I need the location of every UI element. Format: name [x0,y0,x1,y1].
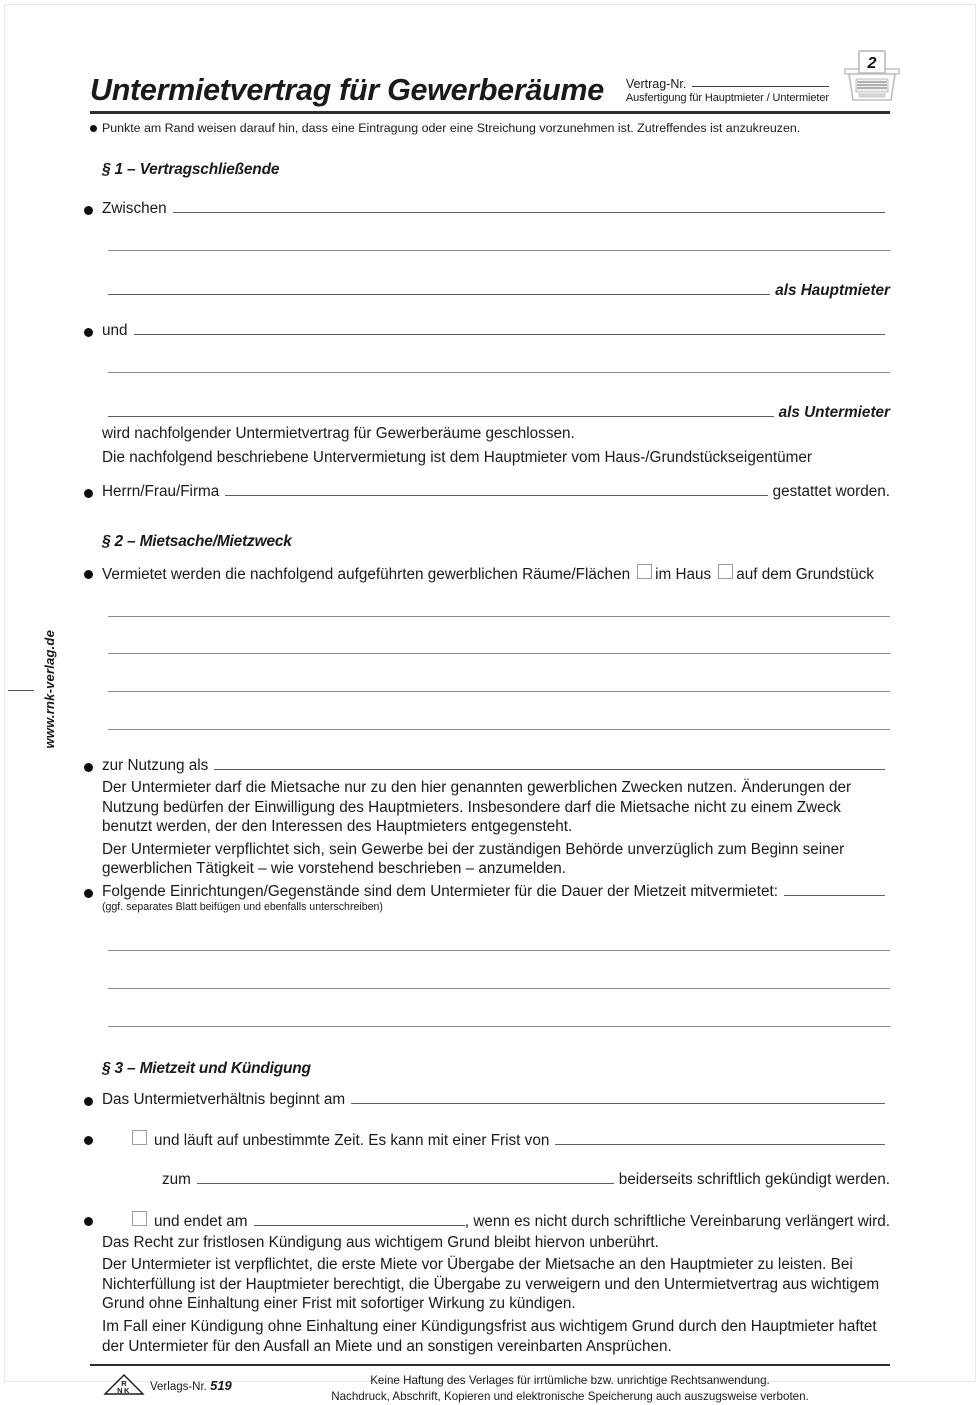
footer-legal-notice [290,1373,850,1405]
typewriter-icon [839,50,903,106]
margin-dots-note [90,121,890,135]
subtenant-extra-input[interactable] [108,416,774,417]
page-title: Untermietvertrag für Gewerberäume [90,72,604,107]
rented-objects-line-3[interactable] [108,691,890,692]
zum-label: zum [162,1170,191,1188]
role-main-tenant-label: als Hauptmieter [775,282,890,299]
contract-number-label: Vertrag-Nr. [625,77,687,91]
fixtures-line-3[interactable] [108,1026,890,1027]
margin-bullet-icon [84,1097,93,1106]
and-row [102,322,890,340]
checkbox-on-property-label: auf dem Grundstück [736,566,874,584]
copy-recipient-label: Ausfertigung für Hauptmieter / Untermieter [625,92,829,104]
usage-row [102,757,890,775]
indefinite-term-label: und läuft auf unbestimmte Zeit. Es kann mit einer Frist von [154,1131,550,1149]
ends-label: und endet am [154,1212,248,1230]
publisher-number-value: 519 [210,1377,232,1393]
publisher-number-label: Verlags-Nr. [150,1380,207,1393]
header-divider [90,111,890,114]
section-3-paragraph-3: Im Fall einer Kündigung ohne Einhaltung einer Kündigungsfrist aus wichtigem Grund durch den Hauptmieter haftet der Untermieter für den Ausfall an Miete und an sonstigen vereinbarten Ansprüchen. [102,1318,877,1355]
fixtures-input[interactable] [784,895,885,896]
rented-objects-row [102,564,890,584]
section-2-paragraph-1: Der Untermieter darf die Mietsache nur zu den hier genannten gewerblichen Zwecken nutzen. Änderungen der Nutzung bedürfen der Einwilligung des Hauptmieters. Insbesondere darf die Mietsache nicht zu einem Zweck benutzt werden, der den Interessen des Hauptmieters entgegensteht. [102,779,852,836]
lease-start-input[interactable] [351,1103,885,1104]
subtenant-name-input[interactable] [134,334,885,335]
subtenant-role-row [108,404,890,422]
checkbox-on-property[interactable] [718,564,733,579]
document-header [90,50,890,106]
main-tenant-extra-input[interactable] [108,294,770,295]
section-1-sentence-1: wird nachfolgender Untermietvertrag für Gewerberäume geschlossen. [102,425,575,442]
indefinite-term-row [102,1130,890,1150]
footer-divider [90,1364,890,1366]
svg-text:NK: NK [117,1386,131,1396]
section-3-paragraph-1: Das Recht zur fristlosen Kündigung aus wichtigem Grund bleibt hiervon unberührt. [102,1233,659,1251]
fixtures-row [102,883,890,901]
between-row [102,200,890,218]
rented-objects-line-1[interactable] [108,616,890,617]
ends-trail-label: , wenn es nicht durch schriftliche Vereinbarung verlängert wird. [464,1212,890,1230]
owner-label: Herrn/Frau/Firma [102,483,220,501]
margin-dots-note-text: Punkte am Rand weisen darauf hin, dass eine Eintragung oder eine Streichung vorzunehmen ist. Zutreffendes ist anzukreuzen. [102,121,801,135]
margin-bullet-icon [84,1217,93,1226]
section-2-paragraph-2: Der Untermieter verpflichtet sich, sein Gewerbe bei der zuständigen Behörde unverzüglich zum Beginn seiner gewerblichen Tätigkeit – wie vorstehend beschrieben – anzumelden. [102,840,845,878]
main-tenant-address-input[interactable] [108,250,890,251]
section-3-heading: § 3 – Mietzeit und Kündigung [102,1059,311,1077]
checkbox-in-house-label: im Haus [655,566,712,584]
publisher-website-vertical: www.rnk-verlag.de [42,630,57,749]
and-label: und [102,322,128,339]
contract-number-input[interactable] [692,86,829,87]
notice-date-input[interactable] [197,1183,614,1184]
fixtures-line-1[interactable] [108,950,890,951]
section-2-heading: § 2 – Mietsache/Mietzweck [102,533,292,551]
margin-bullet-icon [84,489,93,498]
fixtures-label: Folgende Einrichtungen/Gegenstände sind dem Untermieter für die Dauer der Mietzeit mitvermietet: [102,883,778,901]
rented-objects-line-2[interactable] [108,653,890,654]
fixtures-line-2[interactable] [108,988,890,989]
margin-bullet-icon [84,206,93,215]
lease-end-input[interactable] [254,1225,465,1226]
margin-bullet-icon [84,763,93,772]
footer-legal-line-2: Nachdruck, Abschrift, Kopieren und elektronische Speicherung auch auszugsweise verboten. [331,1390,809,1404]
usage-label: zur Nutzung als [102,757,209,775]
lease-start-label: Das Untermietverhältnis beginnt am [102,1090,346,1108]
fixed-term-row [102,1211,890,1231]
rnk-logo-icon [102,1373,146,1397]
rented-objects-lead: Vermietet werden die nachfolgend aufgeführten gewerblichen Räume/Flächen [102,566,631,584]
publisher-number [150,1378,232,1393]
rented-objects-line-4[interactable] [108,729,890,730]
checkbox-indefinite-term[interactable] [132,1130,147,1145]
svg-text:R: R [121,1379,127,1389]
checkbox-fixed-term[interactable] [132,1211,147,1226]
main-tenant-name-input[interactable] [173,212,885,213]
fold-mark [8,690,34,691]
subtenant-address-input[interactable] [108,372,890,373]
notice-period-input[interactable] [555,1144,885,1145]
notice-date-row [102,1171,890,1189]
between-label: Zwischen [102,200,167,217]
owner-trail-label: gestattet worden. [772,483,890,501]
document-footer [90,1373,890,1404]
main-tenant-role-row [108,282,890,300]
owner-name-input[interactable] [225,495,767,496]
contract-number-row [626,77,829,91]
document-content [90,50,890,1404]
publisher-logo-block [102,1373,232,1397]
section-3-paragraph-2: Der Untermieter ist verpflichtet, die erste Miete vor Übergabe der Mietsache an den Hauptmieter zu leisten. Bei Nichterfüllung ist der Hauptmieter berechtigt, die Übergabe zu verweigern und den Untermietvertrag aus wichtigem Grund ohne Einhaltung einer Frist mit sofortiger Wirkung zu kündigen. [102,1256,880,1313]
copy-number-glyph: 2 [867,55,877,72]
margin-bullet-icon [84,889,93,898]
margin-bullet-icon [84,570,93,579]
margin-bullet-icon [84,1136,93,1145]
zum-trail-label: beiderseits schriftlich gekündigt werden. [618,1170,890,1188]
fixtures-note: (ggf. separates Blatt beifügen und ebenfalls unterschreiben) [102,901,383,914]
contract-number-block [626,77,829,106]
section-1-heading: § 1 – Vertragschließende [102,161,280,178]
usage-input[interactable] [214,769,885,770]
footer-legal-line-1: Keine Haftung des Verlages für irrtümliche bzw. unrichtige Rechtsanwendung. [370,1374,770,1388]
role-subtenant-label: als Untermieter [778,404,890,421]
bullet-icon [90,125,97,132]
section-1-sentence-2: Die nachfolgend beschriebene Untervermietung ist dem Hauptmieter vom Haus-/Grundstückseigentümer [102,448,812,466]
owner-row [102,483,890,501]
checkbox-in-house[interactable] [637,564,652,579]
margin-bullet-icon [84,328,93,337]
lease-start-row [102,1091,890,1109]
